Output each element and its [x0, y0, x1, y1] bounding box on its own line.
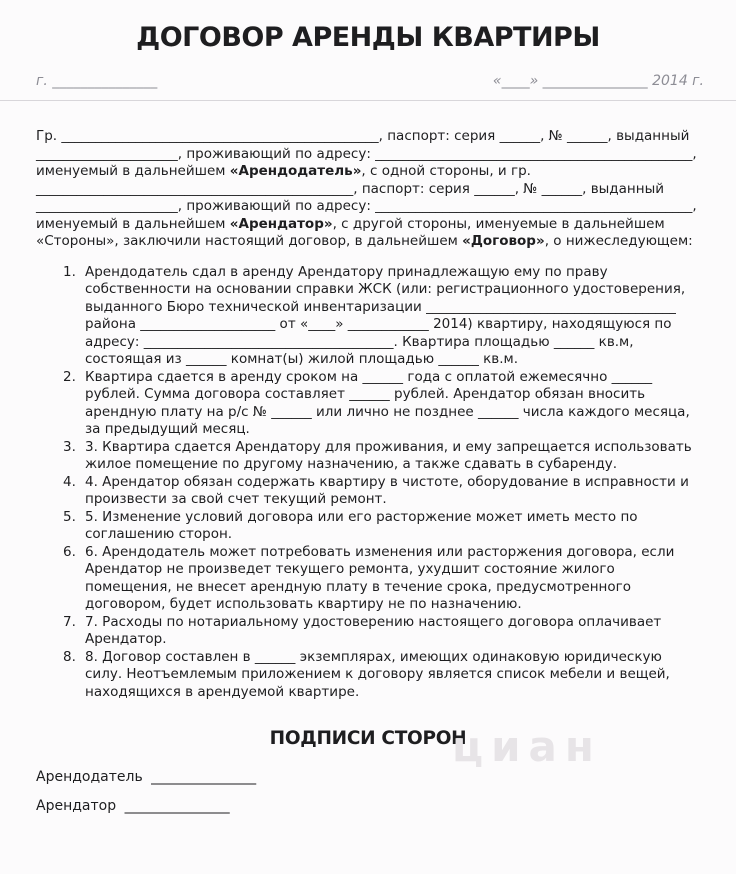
term-item-3 — [36, 439, 700, 474]
term-text: 6. Арендодатель может потребовать изменения или расторжения договора, если Арендатор не произведет текущего ремонта, ухудшит состояние жилого помещения, не внесет арендную плату в течение срока, предусмотренного договором, будет использовать квартиру не по назначению. — [85, 543, 675, 612]
intro-text-4: , о нижеследующем: — [544, 233, 693, 249]
tenant-term: «Арендатор» — [229, 215, 333, 232]
intro-text-3: , с другой стороны, именуемые в дальнейшем «Стороны», заключили настоящий договор, в дальнейшем — [36, 215, 665, 249]
tenant-signature-line — [36, 798, 700, 814]
watermark: циан — [452, 722, 602, 771]
term-text: 3. Квартира сдается Арендатору для проживания, и ему запрещается использовать жилое помещение по другому назначению, а также сдавать в субаренду. — [85, 438, 692, 472]
signatures-heading: ПОДПИСИ СТОРОН — [269, 728, 467, 749]
tenant-signature-label: Арендатор — [36, 798, 117, 814]
term-number: 8. — [63, 648, 76, 665]
contract-term: «Договор» — [462, 233, 545, 249]
signatures-section — [0, 728, 736, 814]
date-line: «____» _______________ 2014 г. — [492, 73, 704, 89]
term-text: 4. Арендатор обязан содержать квартиру в чистоте, оборудование в исправности и произвести за свой счет текущий ремонт. — [85, 473, 689, 507]
term-item-7 — [36, 614, 700, 649]
term-item-5 — [36, 509, 700, 544]
header-divider — [0, 100, 736, 101]
term-text: Квартира сдается в аренду сроком на ______ года с оплатой ежемесячно ______ рублей. Сумма договора составляет ______ рублей. Арендатор обязан вносить арендную плату на р/с № ______ или лично не позднее ______ числа каждого месяца, за предыдущий месяц. — [85, 368, 690, 437]
document-title: ДОГОВОР АРЕНДЫ КВАРТИРЫ — [136, 22, 600, 53]
term-number: 3. — [63, 438, 76, 455]
term-text: Арендодатель сдал в аренду Арендатору принадлежащую ему по праву собственности на основании справки ЖСК (или: регистрационного удостоверения, выданного Бюро технической инвентаризации _____________________________________ района ____________________ от «____» ____________ 2014) квартиру, находящуюся по адресу: _____________________________________. Квартира площадью ______ кв.м, состоящая из ______ комнат(ы) жилой площадью ______ кв.м. — [85, 263, 686, 367]
term-number: 7. — [63, 613, 76, 630]
term-number: 2. — [63, 368, 76, 385]
terms-list — [36, 264, 700, 702]
term-item-1 — [36, 264, 700, 369]
tenant-signature-blank: _______________ — [124, 798, 230, 814]
term-text: 8. Договор составлен в ______ экземплярах, имеющих одинаковую юридическую силу. Неотъемлемым приложением к договору является список мебели и вещей, находящихся в арендуемой квартире. — [85, 648, 670, 700]
landlord-signature-label: Арендодатель — [36, 769, 143, 785]
term-number: 6. — [63, 543, 76, 560]
header-row — [36, 73, 704, 89]
term-item-4 — [36, 474, 700, 509]
intro-paragraph — [36, 128, 700, 251]
term-number: 4. — [63, 473, 76, 490]
term-text: 7. Расходы по нотариальному удостоверению настоящего договора оплачивает Арендатор. — [85, 613, 662, 647]
term-text: 5. Изменение условий договора или его расторжение может иметь место по соглашению сторон. — [85, 508, 638, 542]
term-number: 1. — [63, 263, 76, 280]
term-item-2 — [36, 369, 700, 439]
intro-text-2: , с одной стороны, и гр. _______________________________________________, паспорт: серия ______, № ______, выданный _____________________, проживающий по адресу: _______________________________________________, именуемый в дальнейшем — [36, 163, 697, 232]
city-line: г. _______________ — [36, 73, 158, 89]
term-item-8 — [36, 649, 700, 702]
landlord-term: «Арендодатель» — [229, 163, 362, 179]
landlord-signature-line — [36, 769, 700, 785]
intro-text-1: Гр. _______________________________________________, паспорт: серия ______, № ______, выданный _____________________, проживающий по адресу: _______________________________________________, именуемый в дальнейшем — [36, 128, 697, 179]
term-number: 5. — [63, 508, 76, 525]
term-item-6 — [36, 544, 700, 614]
landlord-signature-blank: _______________ — [151, 769, 257, 785]
